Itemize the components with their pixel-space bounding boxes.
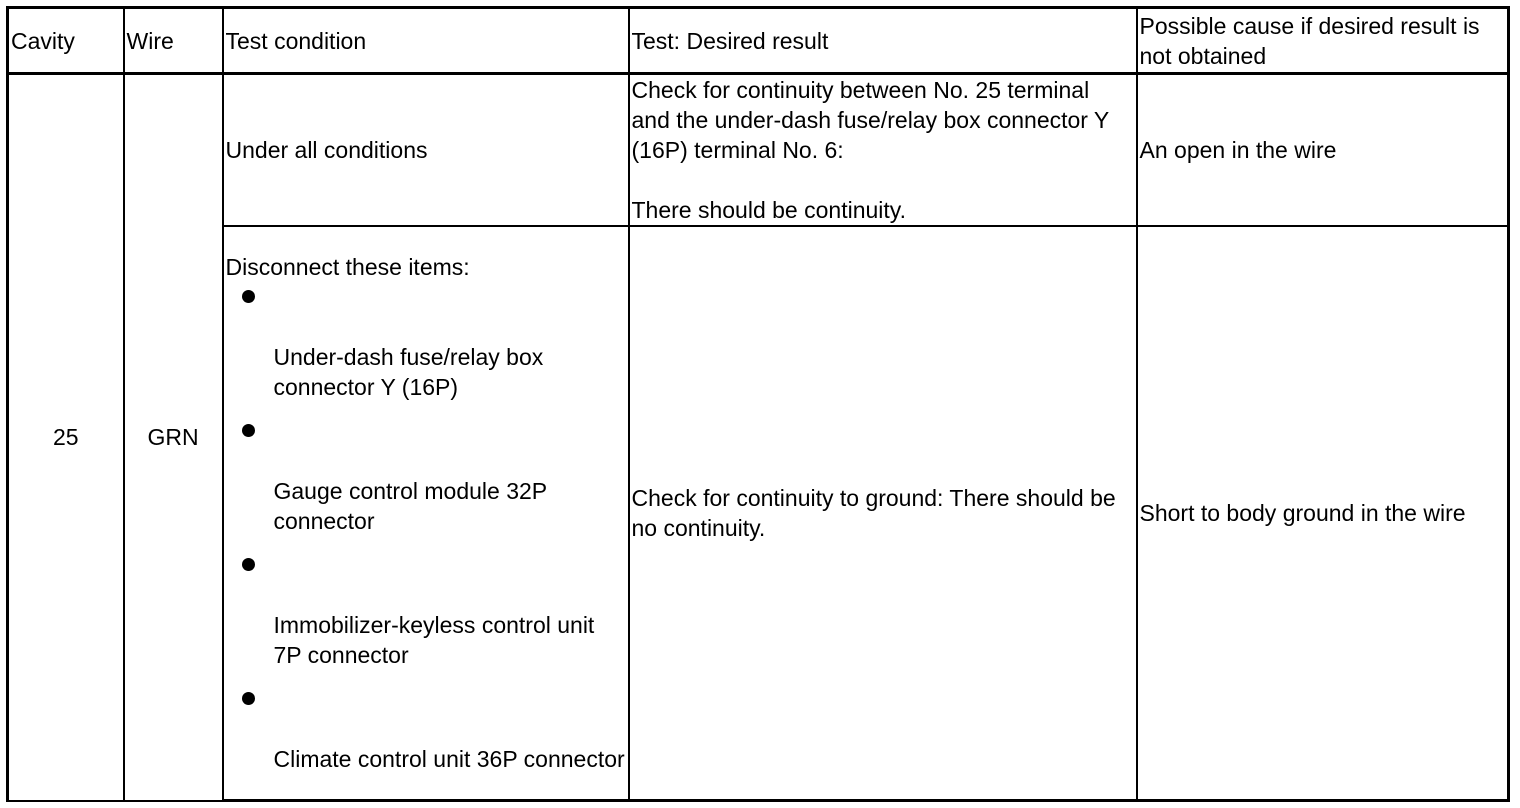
desired-result-text: Check for continuity between No. 25 terminal and the under-dash fuse/relay box connector Y (16P) terminal No. 6:	[631, 77, 1109, 163]
list-item-text: Gauge control module 32P connector	[273, 478, 547, 534]
header-desired-result: Test: Desired result	[629, 8, 1137, 74]
header-row	[8, 8, 1509, 74]
list-item-text: Climate control unit 36P connector	[273, 746, 625, 772]
disconnect-intro: Disconnect these items:	[225, 254, 470, 280]
cavity-cell: 25	[8, 74, 124, 801]
header-wire: Wire	[124, 8, 223, 74]
table-row	[8, 74, 1509, 227]
bullet-icon	[242, 290, 255, 303]
list-item	[226, 684, 626, 774]
desired-result-text: There should be continuity.	[631, 197, 906, 223]
possible-cause-cell: Short to body ground in the wire	[1137, 226, 1509, 801]
desired-result-cell: Check for continuity to ground: There should be no continuity.	[629, 226, 1137, 801]
list-item	[226, 550, 626, 684]
paragraph-gap	[632, 165, 1134, 195]
table-row	[8, 226, 1509, 801]
bullet-icon	[242, 692, 255, 705]
disconnect-list	[226, 282, 626, 774]
test-condition-cell	[223, 226, 629, 801]
wire-cell: GRN	[124, 74, 223, 801]
header-test-condition: Test condition	[223, 8, 629, 74]
diagnosis-table	[6, 6, 1510, 802]
test-condition-cell: Under all conditions	[223, 74, 629, 227]
list-item	[226, 416, 626, 550]
desired-result-cell	[629, 74, 1137, 227]
bullet-icon	[242, 558, 255, 571]
header-possible-cause: Possible cause if desired result is not obtained	[1137, 8, 1509, 74]
list-item	[226, 282, 626, 416]
bullet-icon	[242, 424, 255, 437]
list-item-text: Immobilizer-keyless control unit 7P connector	[273, 612, 595, 668]
possible-cause-cell: An open in the wire	[1137, 74, 1509, 227]
header-cavity: Cavity	[8, 8, 124, 74]
list-item-text: Under-dash fuse/relay box connector Y (16P)	[273, 344, 544, 400]
